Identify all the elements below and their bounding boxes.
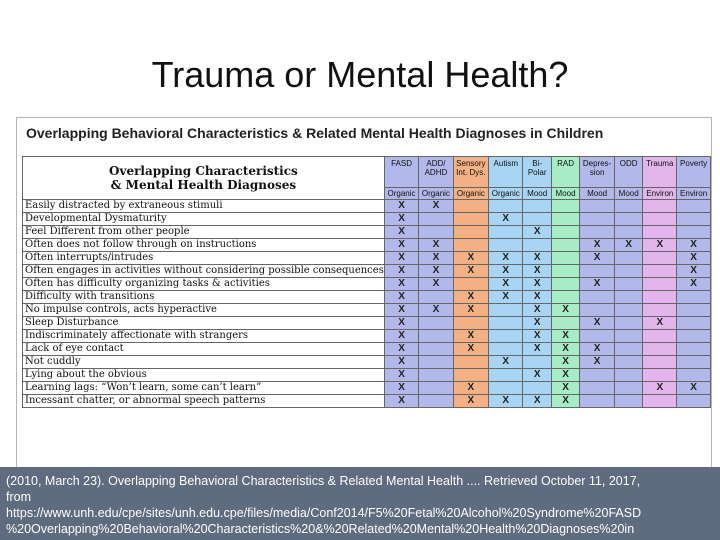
mark-cell — [419, 330, 453, 343]
column-header: Autism — [489, 157, 523, 188]
mark-cell: X — [419, 252, 453, 265]
slide-title: Trauma or Mental Health? — [151, 54, 569, 95]
table-row — [23, 330, 711, 343]
mark-cell: X — [551, 330, 579, 343]
row-label: Lack of eye contact — [23, 343, 385, 356]
figure-title: Overlapping Behavioral Characteristics & Related Mental Health Diagnoses in Children — [26, 125, 604, 141]
mark-cell: X — [489, 395, 523, 408]
table-row — [23, 382, 711, 395]
mark-cell: X — [523, 291, 551, 304]
mark-cell: X — [523, 395, 551, 408]
table-row — [23, 291, 711, 304]
mark-cell — [551, 239, 579, 252]
mark-cell — [551, 200, 579, 213]
mark-cell — [523, 213, 551, 226]
mark-cell: X — [384, 369, 418, 382]
table-row — [23, 304, 711, 317]
mark-cell — [677, 330, 711, 343]
table-row — [23, 356, 711, 369]
mark-cell — [677, 200, 711, 213]
mark-cell — [614, 343, 642, 356]
mark-cell — [677, 356, 711, 369]
mark-cell: X — [580, 317, 615, 330]
mark-cell — [453, 278, 488, 291]
mark-cell — [551, 213, 579, 226]
mark-cell: X — [453, 252, 488, 265]
mark-cell: X — [643, 382, 677, 395]
column-type: Organic — [453, 188, 488, 200]
mark-cell: X — [384, 304, 418, 317]
column-type: Organic — [384, 188, 418, 200]
table-row — [23, 226, 711, 239]
mark-cell: X — [453, 304, 488, 317]
mark-cell: X — [453, 382, 488, 395]
table-row — [23, 213, 711, 226]
mark-cell — [614, 213, 642, 226]
mark-cell: X — [523, 304, 551, 317]
row-label: Learning lags: “Won’t learn, some can’t learn” — [23, 382, 385, 395]
mark-cell: X — [384, 382, 418, 395]
mark-cell — [614, 330, 642, 343]
row-label: Difficulty with transitions — [23, 291, 385, 304]
row-label: Developmental Dysmaturity — [23, 213, 385, 226]
mark-cell: X — [677, 382, 711, 395]
mark-cell — [453, 317, 488, 330]
mark-cell: X — [489, 278, 523, 291]
corner-label — [23, 157, 385, 200]
column-header: ODD — [614, 157, 642, 188]
mark-cell — [643, 304, 677, 317]
mark-cell — [643, 252, 677, 265]
mark-cell: X — [523, 278, 551, 291]
mark-cell — [419, 343, 453, 356]
table-row — [23, 317, 711, 330]
mark-cell — [677, 395, 711, 408]
mark-cell — [677, 226, 711, 239]
mark-cell — [523, 356, 551, 369]
mark-cell: X — [523, 252, 551, 265]
citation-line: (2010, March 23). Overlapping Behavioral Characteristics & Related Mental Health .... Retrieved October 11, 2017, — [6, 474, 641, 488]
mark-cell: X — [523, 265, 551, 278]
mark-cell: X — [580, 343, 615, 356]
mark-cell — [453, 356, 488, 369]
mark-cell — [419, 356, 453, 369]
mark-cell — [551, 291, 579, 304]
mark-cell: X — [523, 369, 551, 382]
mark-cell — [643, 369, 677, 382]
mark-cell — [580, 369, 615, 382]
column-header: ADD/ ADHD — [419, 157, 453, 188]
mark-cell: X — [384, 356, 418, 369]
column-type: Organic — [419, 188, 453, 200]
column-header: FASD — [384, 157, 418, 188]
mark-cell — [453, 239, 488, 252]
row-label: Often interrupts/intrudes — [23, 252, 385, 265]
mark-cell: X — [677, 265, 711, 278]
mark-cell — [523, 200, 551, 213]
mark-cell — [580, 304, 615, 317]
mark-cell — [677, 291, 711, 304]
row-label: Easily distracted by extraneous stimuli — [23, 200, 385, 213]
mark-cell: X — [489, 252, 523, 265]
column-header: Bi-Polar — [523, 157, 551, 188]
mark-cell — [580, 226, 615, 239]
mark-cell — [453, 226, 488, 239]
mark-cell — [580, 265, 615, 278]
mark-cell: X — [419, 278, 453, 291]
column-type: Mood — [614, 188, 642, 200]
mark-cell: X — [453, 343, 488, 356]
mark-cell — [643, 343, 677, 356]
mark-cell: X — [551, 382, 579, 395]
mark-cell: X — [489, 265, 523, 278]
mark-cell — [551, 317, 579, 330]
row-label: Indiscriminately affectionate with strangers — [23, 330, 385, 343]
mark-cell: X — [489, 356, 523, 369]
mark-cell — [677, 343, 711, 356]
column-type: Mood — [551, 188, 579, 200]
mark-cell — [614, 369, 642, 382]
mark-cell — [419, 226, 453, 239]
mark-cell — [614, 291, 642, 304]
mark-cell — [677, 213, 711, 226]
row-label: Not cuddly — [23, 356, 385, 369]
mark-cell — [419, 291, 453, 304]
chart-figure — [16, 117, 712, 471]
mark-cell: X — [489, 291, 523, 304]
row-label: Often engages in activities without considering possible consequences — [23, 265, 385, 278]
column-type: Environ — [677, 188, 711, 200]
mark-cell: X — [551, 395, 579, 408]
mark-cell — [643, 356, 677, 369]
mark-cell — [643, 395, 677, 408]
mark-cell — [551, 265, 579, 278]
mark-cell: X — [453, 265, 488, 278]
column-header: Sensory Int. Dys. — [453, 157, 488, 188]
mark-cell: X — [384, 252, 418, 265]
mark-cell — [580, 291, 615, 304]
mark-cell: X — [580, 239, 615, 252]
mark-cell: X — [384, 213, 418, 226]
mark-cell — [643, 291, 677, 304]
column-header: RAD — [551, 157, 579, 188]
mark-cell: X — [384, 343, 418, 356]
column-type: Mood — [580, 188, 615, 200]
mark-cell: X — [551, 356, 579, 369]
column-type: Organic — [489, 188, 523, 200]
row-label: Lying about the obvious — [23, 369, 385, 382]
mark-cell — [643, 330, 677, 343]
mark-cell: X — [489, 213, 523, 226]
mark-cell — [643, 265, 677, 278]
mark-cell — [580, 330, 615, 343]
mark-cell: X — [580, 252, 615, 265]
mark-cell — [523, 239, 551, 252]
table-row — [23, 239, 711, 252]
row-label: Often does not follow through on instructions — [23, 239, 385, 252]
mark-cell — [453, 213, 488, 226]
column-header: Trauma — [643, 157, 677, 188]
mark-cell: X — [523, 226, 551, 239]
mark-cell — [580, 382, 615, 395]
mark-cell — [677, 304, 711, 317]
mark-cell — [419, 213, 453, 226]
mark-cell — [614, 278, 642, 291]
mark-cell: X — [453, 395, 488, 408]
table-row — [23, 200, 711, 213]
mark-cell — [489, 343, 523, 356]
mark-cell — [614, 265, 642, 278]
mark-cell: X — [384, 226, 418, 239]
mark-cell — [614, 304, 642, 317]
mark-cell — [551, 226, 579, 239]
table-row — [23, 252, 711, 265]
mark-cell — [523, 382, 551, 395]
table-row — [23, 395, 711, 408]
mark-cell: X — [419, 239, 453, 252]
mark-cell: X — [384, 317, 418, 330]
mark-cell — [453, 200, 488, 213]
mark-cell: X — [419, 265, 453, 278]
column-header: Depres-sion — [580, 157, 615, 188]
mark-cell — [453, 369, 488, 382]
mark-cell — [643, 200, 677, 213]
mark-cell — [614, 395, 642, 408]
mark-cell — [643, 278, 677, 291]
mark-cell: X — [677, 239, 711, 252]
mark-cell: X — [523, 343, 551, 356]
mark-cell — [614, 382, 642, 395]
citation-line: %20Overlapping%20Behavioral%20Characteristics%20&%20Related%20Mental%20Health%20Diagnoses%20in — [6, 522, 635, 536]
mark-cell: X — [523, 330, 551, 343]
mark-cell — [643, 226, 677, 239]
mark-cell — [551, 278, 579, 291]
table-row — [23, 265, 711, 278]
mark-cell — [551, 252, 579, 265]
mark-cell: X — [453, 291, 488, 304]
mark-cell: X — [384, 200, 418, 213]
diagnosis-table — [22, 156, 711, 408]
mark-cell: X — [551, 369, 579, 382]
column-type: Mood — [523, 188, 551, 200]
mark-cell — [614, 317, 642, 330]
mark-cell — [643, 213, 677, 226]
citation-line: from — [6, 490, 31, 504]
mark-cell: X — [419, 200, 453, 213]
mark-cell — [489, 226, 523, 239]
mark-cell: X — [580, 356, 615, 369]
mark-cell: X — [453, 330, 488, 343]
mark-cell — [677, 317, 711, 330]
row-label: Incessant chatter, or abnormal speech patterns — [23, 395, 385, 408]
mark-cell — [419, 317, 453, 330]
mark-cell — [419, 382, 453, 395]
mark-cell — [614, 252, 642, 265]
table-row — [23, 369, 711, 382]
mark-cell — [489, 382, 523, 395]
mark-cell: X — [384, 265, 418, 278]
mark-cell: X — [384, 239, 418, 252]
mark-cell — [489, 304, 523, 317]
mark-cell — [419, 369, 453, 382]
mark-cell — [614, 200, 642, 213]
row-label: Feel Different from other people — [23, 226, 385, 239]
mark-cell — [489, 239, 523, 252]
corner-label-line: & Mental Health Diagnoses — [110, 178, 297, 192]
mark-cell — [580, 395, 615, 408]
mark-cell: X — [384, 278, 418, 291]
mark-cell — [489, 330, 523, 343]
mark-cell: X — [384, 395, 418, 408]
table-row — [23, 278, 711, 291]
mark-cell: X — [677, 252, 711, 265]
mark-cell — [419, 395, 453, 408]
row-label: No impulse controls, acts hyperactive — [23, 304, 385, 317]
mark-cell: X — [523, 317, 551, 330]
column-type: Environ — [643, 188, 677, 200]
row-label: Sleep Disturbance — [23, 317, 385, 330]
row-label: Often has difficulty organizing tasks & activities — [23, 278, 385, 291]
citation-line: https://www.unh.edu/cpe/sites/unh.edu.cpe/files/media/Conf2014/F5%20Fetal%20Alcohol%20Syndrome%20FASD — [6, 506, 642, 520]
mark-cell: X — [643, 317, 677, 330]
mark-cell: X — [643, 239, 677, 252]
mark-cell — [489, 200, 523, 213]
mark-cell: X — [580, 278, 615, 291]
corner-label-line: Overlapping Characteristics — [109, 164, 298, 178]
mark-cell — [614, 226, 642, 239]
mark-cell: X — [551, 304, 579, 317]
mark-cell — [489, 369, 523, 382]
citation-box — [0, 467, 720, 540]
mark-cell — [580, 213, 615, 226]
column-header: Poverty — [677, 157, 711, 188]
mark-cell: X — [614, 239, 642, 252]
table-row — [23, 343, 711, 356]
mark-cell: X — [419, 304, 453, 317]
mark-cell: X — [677, 278, 711, 291]
mark-cell: X — [384, 330, 418, 343]
mark-cell: X — [551, 343, 579, 356]
mark-cell — [489, 317, 523, 330]
mark-cell: X — [384, 291, 418, 304]
mark-cell — [614, 356, 642, 369]
mark-cell — [580, 200, 615, 213]
mark-cell — [677, 369, 711, 382]
